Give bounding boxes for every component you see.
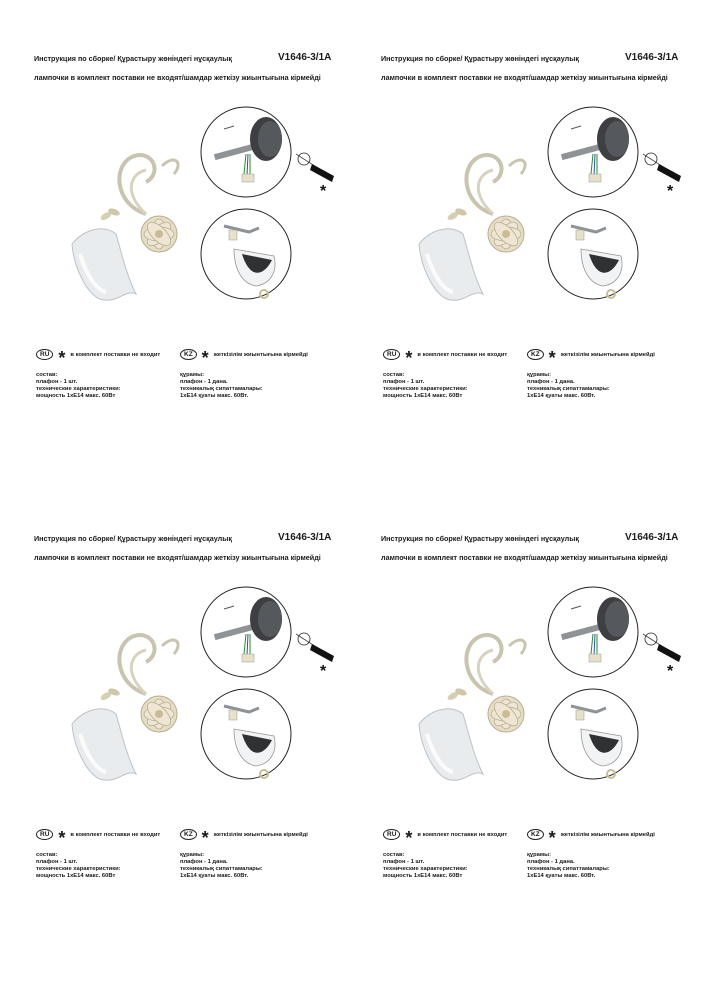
spec-ru-line: плафон - 1 шт. (36, 859, 78, 865)
spec-kz (527, 372, 610, 400)
kz-badge: KZ (527, 829, 544, 840)
legend-ru-text: в комплект поставки не входит (70, 351, 161, 358)
legend-kz-text: жеткізілім жиынтығына кірмейді (560, 831, 655, 838)
spec-ru-line: состав: (383, 372, 405, 378)
legend-ru-text: в комплект поставки не входит (70, 831, 161, 838)
spec-kz-line: техникалық сипаттамалары: (527, 386, 610, 392)
spec-ru-line: мощность 1хЕ14 макс. 60Вт (383, 873, 463, 879)
sheet-title: Инструкция по сборке/ Құрастыру жөніндегі нұсқаулық (381, 54, 579, 63)
diagram-star: * (667, 183, 674, 200)
spec-kz-line: плафон - 1 дана. (527, 379, 575, 385)
spec-ru (383, 372, 468, 400)
mounting-detail-drawing (548, 587, 681, 680)
spec-ru-line: мощность 1хЕ14 макс. 60Вт (36, 393, 116, 399)
legend-kz (527, 347, 655, 368)
sheet-subtitle: лампочки в комплект поставки не входят/шамдар жеткізу жиынтығына кірмейді (34, 73, 321, 82)
mounting-detail-drawing (201, 587, 334, 680)
spec-ru-line: мощность 1хЕ14 макс. 60Вт (383, 393, 463, 399)
spec-kz-line: 1хЕ14 қуаты макс. 60Вт. (180, 393, 249, 399)
sheet-title: Инструкция по сборке/ Құрастыру жөніндегі нұсқаулық (381, 534, 579, 543)
legend-ru-text: в комплект поставки не входит (417, 351, 508, 358)
spec-ru-line: плафон - 1 шт. (36, 379, 78, 385)
spec-ru-line: технические характеристики: (36, 386, 121, 392)
spec-ru (36, 372, 121, 400)
star-icon: * (201, 347, 209, 368)
sheet-subtitle: лампочки в комплект поставки не входят/шамдар жеткізу жиынтығына кірмейді (381, 73, 668, 82)
spec-ru (36, 852, 121, 880)
spec-ru-line: мощность 1хЕ14 макс. 60Вт (36, 873, 116, 879)
spec-ru-line: состав: (383, 852, 405, 858)
assembly-illustration (381, 574, 681, 834)
assembly-illustration (34, 94, 334, 354)
ru-badge: RU (36, 349, 53, 360)
spec-ru (383, 852, 468, 880)
spec-ru-line: плафон - 1 шт. (383, 859, 425, 865)
legend-kz-text: жеткізілім жиынтығына кірмейді (213, 831, 308, 838)
spec-kz-line: плафон - 1 дана. (527, 859, 575, 865)
star-icon: * (405, 347, 413, 368)
mounting-detail-drawing (548, 107, 681, 200)
legend-kz-text: жеткізілім жиынтығына кірмейді (560, 351, 655, 358)
wall-lamp-drawing (419, 635, 525, 780)
star-icon: * (201, 827, 209, 848)
spec-ru-line: состав: (36, 852, 58, 858)
legend-kz (180, 827, 308, 848)
spec-ru-line: технические характеристики: (383, 866, 468, 872)
legend-ru (36, 347, 161, 368)
instruction-sheet-top-left (34, 54, 334, 434)
spec-kz (527, 852, 610, 880)
legend-kz (527, 827, 655, 848)
spec-kz-line: техникалық сипаттамалары: (527, 866, 610, 872)
model-number: V1646-3/1A (278, 532, 332, 543)
model-number: V1646-3/1A (625, 532, 679, 543)
legend-kz-text: жеткізілім жиынтығына кірмейді (213, 351, 308, 358)
sheet-subtitle: лампочки в комплект поставки не входят/шамдар жеткізу жиынтығына кірмейді (34, 553, 321, 562)
spec-ru-line: состав: (36, 372, 58, 378)
diagram-star: * (320, 663, 327, 680)
legend-ru (383, 347, 508, 368)
spec-kz (180, 372, 263, 400)
kz-badge: KZ (180, 829, 197, 840)
kz-badge: KZ (180, 349, 197, 360)
instruction-sheet-bottom-right (381, 534, 681, 914)
star-icon: * (405, 827, 413, 848)
wall-lamp-drawing (72, 155, 178, 300)
kz-badge: KZ (527, 349, 544, 360)
shade-detail-drawing (548, 209, 638, 299)
spec-kz-line: техникалық сипаттамалары: (180, 386, 263, 392)
assembly-illustration (34, 574, 334, 834)
star-icon: * (58, 827, 66, 848)
spec-kz-line: құрамы: (180, 852, 205, 858)
spec-kz-line: құрамы: (527, 372, 552, 378)
star-icon: * (58, 347, 66, 368)
wall-lamp-drawing (419, 155, 525, 300)
diagram-star: * (320, 183, 327, 200)
ru-badge: RU (383, 349, 400, 360)
shade-detail-drawing (201, 209, 291, 299)
legend-kz (180, 347, 308, 368)
ru-badge: RU (383, 829, 400, 840)
spec-kz-line: 1хЕ14 қуаты макс. 60Вт. (527, 393, 596, 399)
sheet-subtitle: лампочки в комплект поставки не входят/шамдар жеткізу жиынтығына кірмейді (381, 553, 668, 562)
wall-lamp-drawing (72, 635, 178, 780)
star-icon: * (548, 347, 556, 368)
model-number: V1646-3/1A (278, 52, 332, 63)
legend-ru-text: в комплект поставки не входит (417, 831, 508, 838)
spec-kz-line: плафон - 1 дана. (180, 859, 228, 865)
spec-kz-line: плафон - 1 дана. (180, 379, 228, 385)
spec-kz-line: құрамы: (180, 372, 205, 378)
spec-kz-line: техникалық сипаттамалары: (180, 866, 263, 872)
mounting-detail-drawing (201, 107, 334, 200)
shade-detail-drawing (548, 689, 638, 779)
spec-kz-line: құрамы: (527, 852, 552, 858)
spec-ru-line: технические характеристики: (383, 386, 468, 392)
spec-ru-line: технические характеристики: (36, 866, 121, 872)
legend-ru (383, 827, 508, 848)
instruction-sheet-bottom-left (34, 534, 334, 914)
shade-detail-drawing (201, 689, 291, 779)
spec-kz-line: 1хЕ14 қуаты макс. 60Вт. (527, 873, 596, 879)
spec-kz (180, 852, 263, 880)
sheet-title: Инструкция по сборке/ Құрастыру жөніндегі нұсқаулық (34, 54, 232, 63)
spec-kz-line: 1хЕ14 қуаты макс. 60Вт. (180, 873, 249, 879)
spec-ru-line: плафон - 1 шт. (383, 379, 425, 385)
legend-ru (36, 827, 161, 848)
diagram-star: * (667, 663, 674, 680)
sheet-title: Инструкция по сборке/ Құрастыру жөніндегі нұсқаулық (34, 534, 232, 543)
model-number: V1646-3/1A (625, 52, 679, 63)
instruction-sheet-top-right (381, 54, 681, 434)
star-icon: * (548, 827, 556, 848)
ru-badge: RU (36, 829, 53, 840)
assembly-illustration (381, 94, 681, 354)
